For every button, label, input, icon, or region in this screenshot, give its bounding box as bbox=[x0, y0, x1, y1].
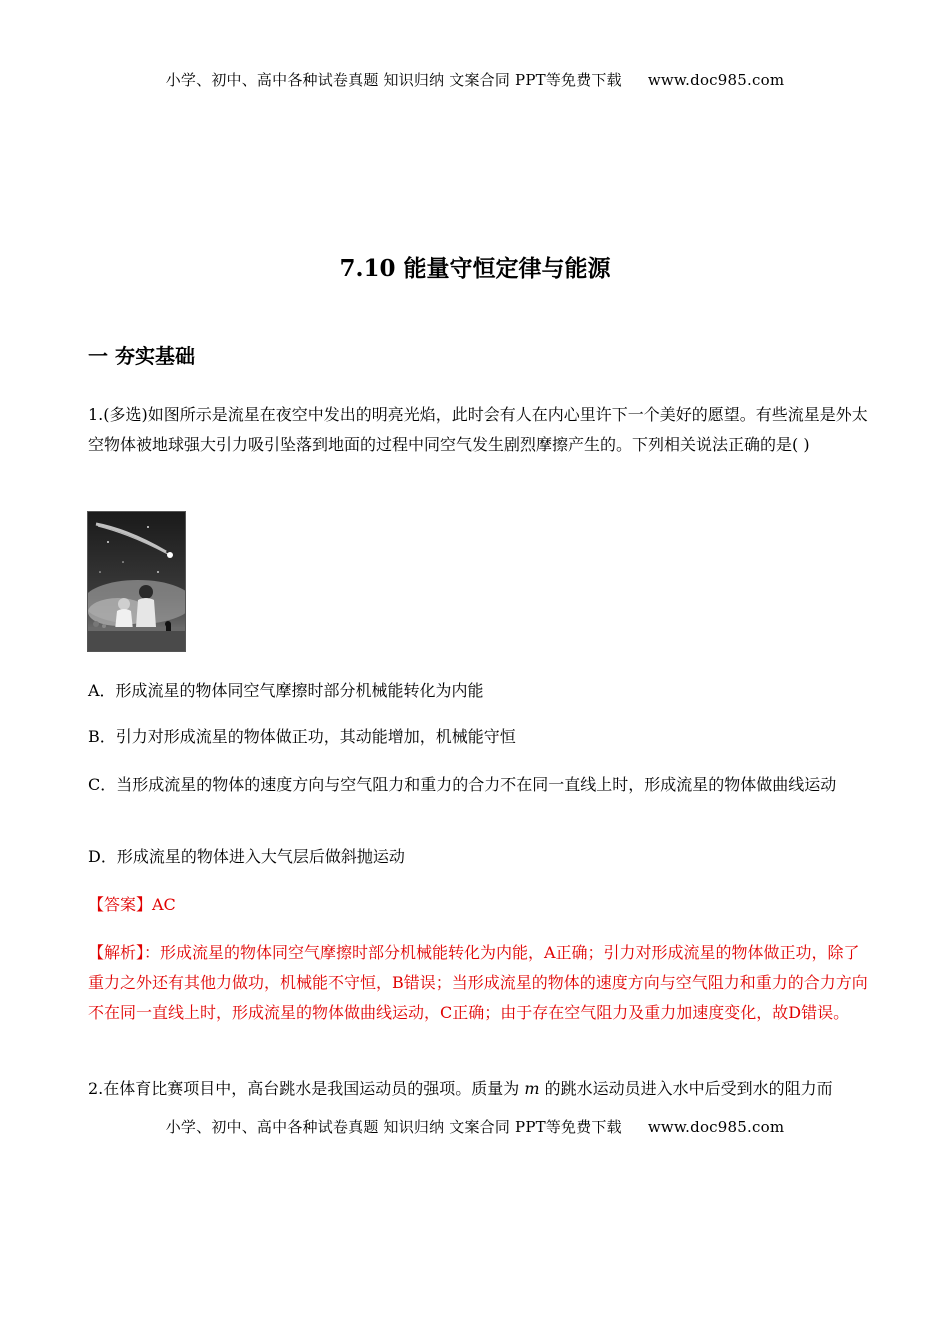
question-1-stem: 1.(多选)如图所示是流星在夜空中发出的明亮光焰，此时会有人在内心里许下一个美好的愿望。有些流星是外太空物体被地球强大引力吸引坠落到地面的过程中同空气发生剧烈摩擦产生的。下列相关说法正确的是( ) bbox=[88, 405, 868, 454]
option-d: D．形成流星的物体进入大气层后做斜抛运动 bbox=[88, 847, 405, 866]
page-footer bbox=[0, 1116, 950, 1137]
footer-site[interactable]: www.doc985.com bbox=[647, 1118, 785, 1136]
option-a: A．形成流星的物体同空气摩擦时部分机械能转化为内能 bbox=[88, 681, 484, 700]
question-2-text-b: 的跳水运动员进入水中后受到水的阻力而 bbox=[539, 1079, 833, 1098]
option-c: C．当形成流星的物体的速度方向与空气阻力和重力的合力不在同一直线上时，形成流星的物体做曲线运动 bbox=[88, 775, 837, 794]
page-title: 7.10 能量守恒定律与能源 bbox=[339, 255, 611, 282]
question-2-text-a: 2.在体育比赛项目中，高台跳水是我国运动员的强项。质量为 bbox=[88, 1079, 525, 1098]
question-2-stem bbox=[88, 1074, 868, 1104]
answer: 【答案】AC bbox=[88, 895, 176, 914]
header-text: 小学、初中、高中各种试卷真题 知识归纳 文案合同 PPT等免费下载 bbox=[165, 71, 622, 89]
footer-text: 小学、初中、高中各种试卷真题 知识归纳 文案合同 PPT等免费下载 bbox=[165, 1118, 622, 1136]
analysis: 【解析】：形成流星的物体同空气摩擦时部分机械能转化为内能，A正确；引力对形成流星的物体做正功，除了重力之外还有其他力做功，机械能不守恒，B错误；当形成流星的物体的速度方向与空气阻力和重力的合力方向不在同一直线上时，形成流星的物体做曲线运动，C正确；由于存在空气阻力及重力加速度变化，故D错误。 bbox=[88, 943, 868, 1022]
mass-variable: m bbox=[524, 1079, 540, 1098]
option-b: B．引力对形成流星的物体做正功，其动能增加，机械能守恒 bbox=[88, 727, 516, 746]
page-header bbox=[0, 69, 950, 90]
meteor-illustration bbox=[87, 511, 186, 652]
header-site[interactable]: www.doc985.com bbox=[647, 71, 785, 89]
section-heading: 一 夯实基础 bbox=[88, 344, 195, 368]
